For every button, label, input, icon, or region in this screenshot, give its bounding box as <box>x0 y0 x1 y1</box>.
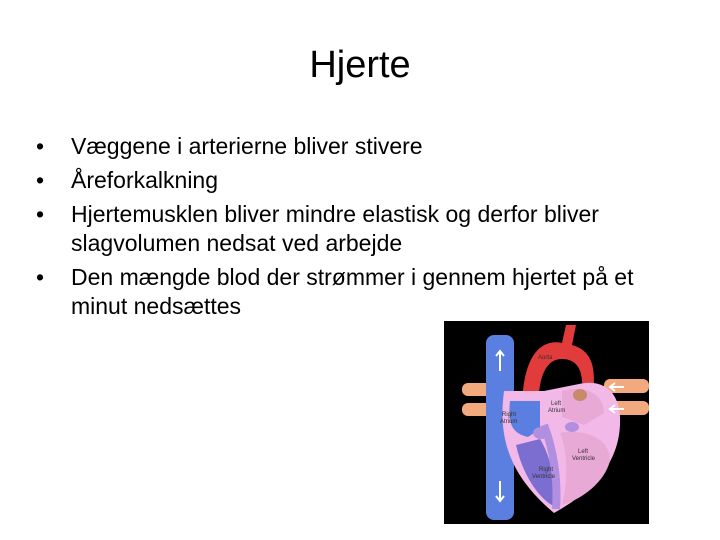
heart-diagram <box>444 321 649 524</box>
label-aorta: Aorta <box>538 355 553 361</box>
label-right-ventricle: Right <box>539 467 554 473</box>
left-ventricle <box>560 432 610 505</box>
mitral-valve <box>565 422 579 432</box>
label-left-ventricle: Left <box>578 449 589 455</box>
bullet-item: • Åreforkalkning <box>36 166 686 195</box>
tricuspid-valve <box>533 427 549 439</box>
bullet-list <box>36 132 686 326</box>
label-left-atrium: Atrium <box>548 408 566 414</box>
label-right-ventricle: Ventricle <box>532 474 556 480</box>
label-left-atrium: Left <box>551 401 562 407</box>
bullet-item: • Den mængde blod der strømmer i gennem hjertet på et minut nedsættes <box>36 263 686 321</box>
label-right-atrium: Atrium <box>500 419 518 425</box>
label-right-atrium: Right <box>502 412 517 418</box>
slide-title: Hjerte <box>309 44 411 86</box>
bullet-item: • Væggene i arterierne bliver stivere <box>36 132 686 161</box>
heart-illustration <box>444 321 649 524</box>
bullet-item: • Hjertemusklen bliver mindre elastisk og derfor bliver slagvolumen nedsat ved arbejde <box>36 200 686 258</box>
left-atrium-node <box>573 389 587 401</box>
label-left-ventricle: Ventricle <box>572 456 596 462</box>
